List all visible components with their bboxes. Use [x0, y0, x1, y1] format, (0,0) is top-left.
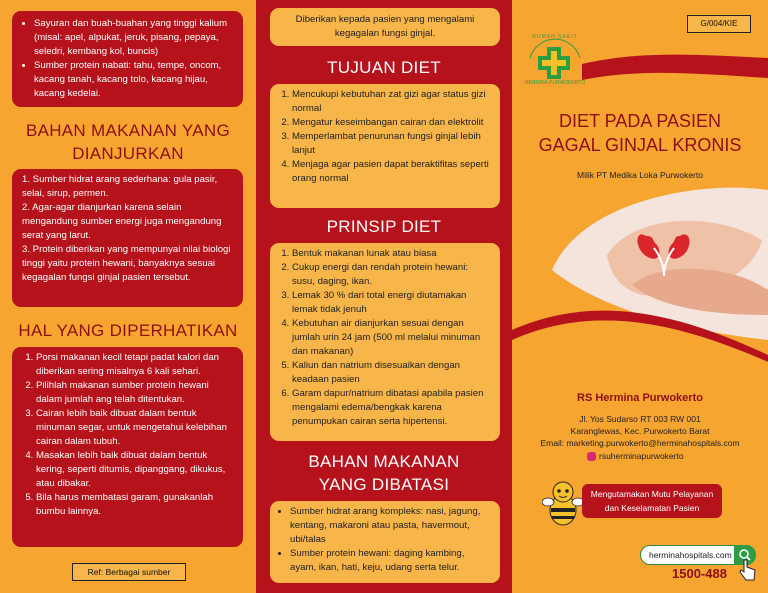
list-item: 5. Kaliun dan natrium disesuaikan dengan keadaan pasien — [292, 359, 492, 387]
list-item: • Sayuran dan buah-buahan yang tinggi kalium (misal: apel, alpukat, jeruk, pisang, pepaya, seledri, kembang kol, buncis) — [34, 17, 235, 59]
limited-heading-line2: YANG DIBATASI — [318, 475, 450, 494]
list-item: • Sumber hidrat arang kompleks: nasi, jagung, kentang, makaroni atau pasta, havermout, ubi/talas — [290, 505, 492, 547]
list-item: 1. Porsi makanan kecil tetapi padat kalori dan diberikan sering misalnya 6 kali sehari. — [36, 351, 235, 379]
list-item: 2. Mengatur keseimbangan cairan dan elektrolit — [292, 116, 492, 130]
bee-mascot-icon — [542, 478, 584, 528]
principle-card — [270, 243, 500, 441]
address-line2: Karanglewas, Kec. Purwokerto Barat — [570, 426, 710, 436]
list-item: 3. Cairan lebih baik dibuat dalam bentuk minuman segar, untuk mengetahui kelebihan cairan dalam tubuh. — [36, 407, 235, 449]
attention-heading: HAL YANG DIPERHATIKAN — [18, 321, 238, 340]
instagram-handle: rsuherminapurwokerto — [599, 451, 684, 461]
attention-card — [12, 347, 243, 547]
recommended-card — [12, 169, 243, 307]
intro-card: Diberikan kepada pasien yang mengalami kegagalan fungsi ginjal. — [270, 8, 500, 46]
limited-card — [270, 501, 500, 583]
limited-heading-line1: BAHAN MAKANAN — [308, 452, 460, 471]
hands-holding-kidney-illustration — [512, 180, 768, 380]
high-potassium-card — [12, 11, 243, 107]
instagram-row — [587, 450, 684, 462]
goal-card — [270, 84, 500, 208]
slogan-line1: Mengutamakan Mutu Pelayanan — [590, 489, 714, 499]
list-item: 2. Agar-agar dianjurkan karena selain mengandung sumber energi juga mengandung serat yang larut. — [22, 202, 222, 241]
list-item: 4. Masakan lebih baik dibuat dalam bentuk kering, seperti ditumis, dipanggang, dikukus, atau dibakar. — [36, 449, 235, 491]
logo-bottom-text: HERMINA PURWOKERTO — [524, 80, 586, 86]
title-line1: DIET PADA PASIEN — [558, 111, 722, 131]
recommended-heading-line1: BAHAN MAKANAN YANG — [25, 121, 231, 140]
title-line2: GAGAL GINJAL KRONIS — [538, 135, 742, 155]
list-item: 6. Garam dapur/natrium dibatasi apabila pasien mengalami edema/bengkak karena penumpukan cairan serta hipertensi. — [292, 387, 492, 429]
list-item: 2. Cukup energi dan rendah protein hewani: susu, daging, ikan. — [292, 261, 492, 289]
goal-heading: TUJUAN DIET — [327, 58, 441, 77]
list-item: 3. Memperlambat penurunan fungsi ginjal lebih lanjut — [292, 130, 492, 158]
owner-text: Milik PT Medika Loka Purwokerto — [577, 170, 703, 180]
address-line1: Jl. Yos Sudarso RT 003 RW 001 — [579, 414, 701, 424]
website-text: herminahospitals.com — [649, 550, 732, 560]
email-text: Email: marketing.purwokerto@herminahospitals.com — [540, 438, 740, 448]
hospital-name: RS Hermina Purwokerto — [577, 392, 703, 404]
list-item: 1. Sumber hidrat arang sederhana: gula pasir, selai, sirup, permen. — [22, 174, 218, 199]
middle-panel — [256, 0, 512, 593]
logo-top-text: RUMAH SAKIT — [532, 34, 578, 40]
list-item: 2. Pilihlah makanan sumber protein hewani dalam jumlah ang telah ditentukan. — [36, 379, 235, 407]
list-item: 3. Lemak 30 % dari total energi diutamakan lemak tidak jenuh — [292, 289, 492, 317]
list-item: • Sumber protein hewani: daging kambing, ayam, ikan, hati, keju, udang serta telur. — [290, 547, 492, 575]
instagram-icon — [587, 452, 596, 461]
right-panel — [512, 0, 768, 593]
list-item: 4. Menjaga agar pasien dapat beraktifitas seperti orang normal — [292, 158, 492, 186]
phone-number: 1500-488 — [672, 566, 727, 581]
list-item: • Sumber protein nabati: tahu, tempe, oncom, kacang tanah, kacang tolo, kacang hijau, kacang kedelai. — [34, 59, 235, 101]
left-panel — [0, 0, 256, 593]
pointer-cursor-icon — [738, 558, 758, 582]
list-item: 1. Bentuk makanan lunak atau biasa — [292, 247, 492, 261]
slogan-box — [582, 484, 722, 518]
recommended-heading-line2: DIANJURKAN — [72, 144, 184, 163]
slogan-line2: dan Keselamatan Pasien — [604, 503, 700, 513]
list-item: 5. Bila harus membatasi garam, gunakanlah bumbu lainnya. — [36, 491, 235, 519]
principle-heading: PRINSIP DIET — [326, 217, 442, 236]
list-item: 4. Kebutuhan air dianjurkan sesuai dengan jumlah urin 24 jam (500 ml melalui minuman dan makanan) — [292, 317, 492, 359]
reference-box: Ref: Berbagai sumber — [72, 563, 186, 581]
list-item: 3. Protein diberikan yang mempunyai nilai biologi tinggi yaitu protein hewani, banyaknya sesuai kegagalan fungsi ginjal pasien tersebut. — [22, 244, 231, 283]
document-code: G/004/KIE — [687, 15, 751, 33]
list-item: 1. Mencukupi kebutuhan zat gizi agar status gizi normal — [292, 88, 492, 116]
